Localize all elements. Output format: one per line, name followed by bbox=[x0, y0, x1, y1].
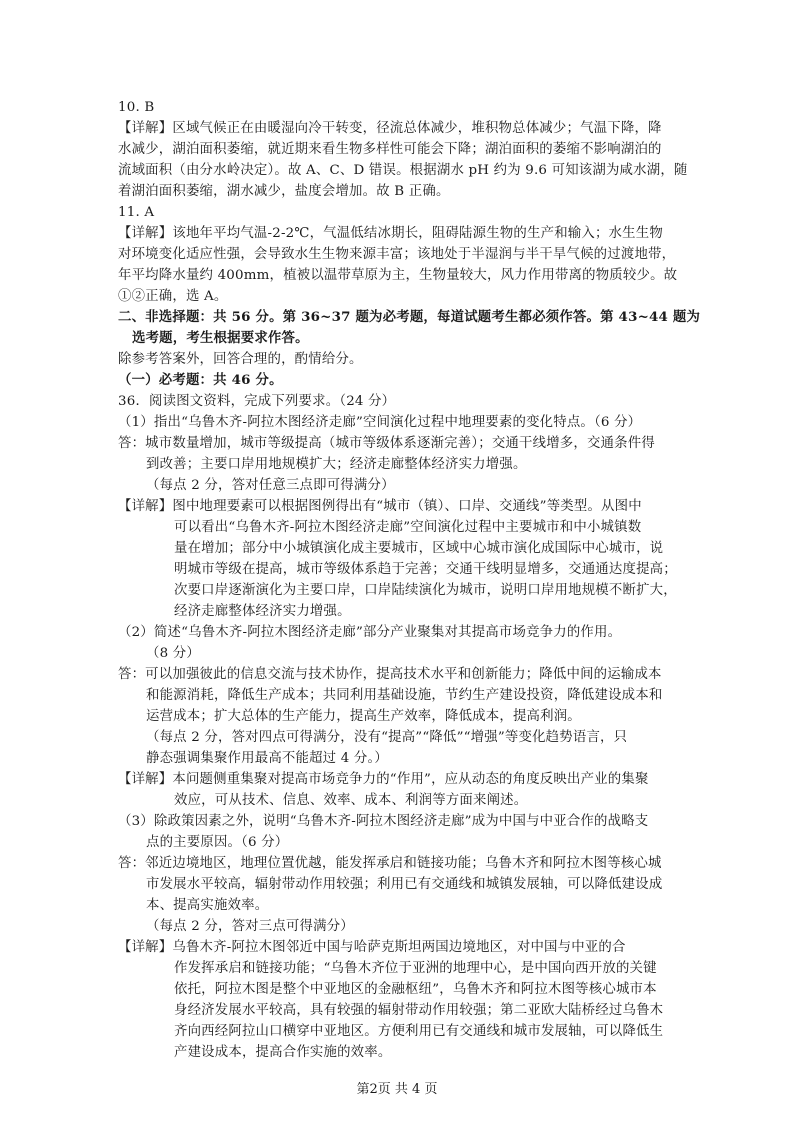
q36-2-answer-line-3: 运营成本；扩大总体的生产能力，提高生产效率，降低成本，提高利润。 bbox=[146, 709, 581, 724]
q36-3-answer-line-2: 市发展水平较高，辐射带动作用较强；利用已有交通线和城镇发展轴，可以降低建设成 bbox=[146, 877, 663, 892]
q36-1-detail-line-4: 明城市等级在提高，城市等级体系趋于完善；交通干线明显增多，交通通达度提高； bbox=[174, 562, 677, 577]
q36-2-detail-line-1: 【详解】本问题侧重集聚对提高市场竞争力的“作用”，应从动态的角度反映出产业的集聚 bbox=[118, 772, 649, 787]
section-heading-line-2: 选考题，考生根据要求作答。 bbox=[132, 330, 309, 346]
q36-3-detail-line-1: 【详解】乌鲁木齐-阿拉木图邻近中国与哈萨克斯坦两国边境地区，对中国与中亚的合 bbox=[118, 940, 626, 955]
q36-1-answer-line-2: 到改善；主要口岸用地规模扩大；经济走廊整体经济实力增强。 bbox=[146, 457, 527, 472]
q11-detail-line-3: 年平均降水量约 400mm，植被以温带草原为主，生物量较大，风力作用带离的物质较少。故 bbox=[118, 268, 678, 283]
q36-3-question-line-1: （3）除政策因素之外，说明“乌鲁木齐-阿拉木图经济走廊”成为中国与中亚合作的战略支 bbox=[118, 814, 649, 829]
q11-detail-line-1: 【详解】该地年平均气温-2-2℃，气温低结冰期长，阻碍陆源生物的生产和输入；水生生物 bbox=[118, 226, 663, 241]
q36-1-detail-line-6: 经济走廊整体经济实力增强。 bbox=[174, 604, 351, 619]
q11-answer: 11. A bbox=[118, 205, 155, 220]
q36-3-detail-line-6: 产建设成本，提高合作实施的效率。 bbox=[174, 1045, 392, 1060]
q36-2-question-line-1: （2）简述“乌鲁木齐-阿拉木图经济走廊”部分产业聚集对其提高市场竞争力的作用。 bbox=[118, 625, 622, 640]
q36-3-answer-line-3: 本、提高实施效率。 bbox=[146, 898, 269, 913]
q36-stem: 36．阅读图文资料，完成下列要求。（24 分） bbox=[118, 394, 396, 409]
q36-3-detail-line-2: 作发挥承启和链接功能；“乌鲁木齐位于亚洲的地理中心，是中国向西开放的关键 bbox=[174, 961, 657, 976]
q36-1-question: （1）指出“乌鲁木齐-阿拉木图经济走廊”空间演化过程中地理要素的变化特点。（6 分） bbox=[118, 415, 642, 430]
q10-answer: 10. B bbox=[118, 100, 155, 115]
q11-detail-line-2: 对环境变化适应性强，会导致水生生物来源丰富；该地处于半湿润与半干旱气候的过渡地带， bbox=[118, 247, 676, 262]
q36-3-question-line-2: 点的主要原因。（6 分） bbox=[146, 835, 289, 850]
page-footer: 第2页 共 4 页 bbox=[356, 1082, 438, 1097]
q36-2-answer-line-1: 答：可以加强彼此的信息交流与技术协作，提高技术水平和创新能力；降低中间的运输成本 bbox=[118, 667, 662, 682]
q36-2-answer-line-2: 和能源消耗，降低生产成本；共同利用基础设施，节约生产建设投资，降低建设成本和 bbox=[146, 688, 663, 703]
q11-detail-line-4: ①②正确，选 A。 bbox=[118, 289, 228, 304]
q36-1-detail-line-3: 量在增加；部分中小城镇演化成主要城市，区域中心城市演化成国际中心城市，说 bbox=[174, 541, 664, 556]
q36-2-scoring-line-2: 静态强调集聚作用最高不能超过 4 分。） bbox=[146, 751, 388, 766]
q36-1-scoring: （每点 2 分，答对任意三点即可得满分） bbox=[146, 478, 395, 493]
q36-2-question-line-2: （8 分） bbox=[146, 646, 200, 661]
q36-1-answer-line-1: 答：城市数量增加，城市等级提高（城市等级体系逐渐完善）；交通干线增多，交通条件得 bbox=[118, 436, 655, 451]
q10-detail-line-4: 着湖泊面积萎缩，湖水减少，盐度会增加。故 B 正确。 bbox=[118, 184, 450, 199]
q36-1-detail-line-2: 可以看出“乌鲁木齐-阿拉木图经济走廊”空间演化过程中主要城市和中小城镇数 bbox=[174, 520, 642, 535]
q36-3-scoring: （每点 2 分，答对三点可得满分） bbox=[146, 919, 354, 934]
q10-detail-line-2: 水减少，湖泊面积萎缩，就近期来看生物多样性可能会下降；湖泊面积的萎缩不影响湖泊的 bbox=[118, 142, 662, 157]
scoring-note: 除参考答案外，回答合理的，酌情给分。 bbox=[118, 352, 363, 367]
q10-detail-line-3: 流域面积（由分水岭决定）。故 A、C、D 错误。根据湖水 pH 约为 9.6 可知该湖为咸水湖，随 bbox=[118, 163, 688, 178]
q10-detail-line-1: 【详解】区域气候正在由暖湿向冷干转变，径流总体减少，堆积物总体减少；气温下降，降 bbox=[118, 121, 662, 136]
q36-3-detail-line-3: 依托，阿拉木图是整个中亚地区的金融枢纽”，乌鲁木齐和阿拉木图等核心城市本 bbox=[174, 982, 657, 997]
required-questions-heading: （一）必考题：共 46 分。 bbox=[118, 372, 283, 388]
q36-1-detail-line-1: 【详解】图中地理要素可以根据图例得出有“城市（镇）、口岸、交通线”等类型。从图中 bbox=[118, 499, 642, 514]
q36-3-detail-line-4: 身经济发展水平较高，具有较强的辐射带动作用较强；第二亚欧大陆桥经过乌鲁木 bbox=[174, 1003, 664, 1018]
q36-3-detail-line-5: 齐向西经阿拉山口横穿中亚地区。方便利用已有交通线和城市发展轴，可以降低生 bbox=[174, 1024, 664, 1039]
q36-3-answer-line-1: 答：邻近边境地区，地理位置优越，能发挥承启和链接功能；乌鲁木齐和阿拉木图等核心城 bbox=[118, 856, 662, 871]
q36-1-detail-line-5: 次要口岸逐渐演化为主要口岸，口岸陆续演化为城市，说明口岸用地规模不断扩大， bbox=[174, 583, 677, 598]
q36-2-detail-line-2: 效应，可从技术、信息、效率、成本、利润等方面来阐述。 bbox=[174, 793, 528, 808]
section-heading-line-1: 二、非选择题：共 56 分。第 36~37 题为必考题，每道试题考生都必须作答。第 43~44 题为 bbox=[118, 309, 701, 325]
q36-2-scoring-line-1: （每点 2 分，答对四点可得满分，没有“提高”“降低”“增强”等变化趋势语言，只 bbox=[146, 730, 628, 745]
